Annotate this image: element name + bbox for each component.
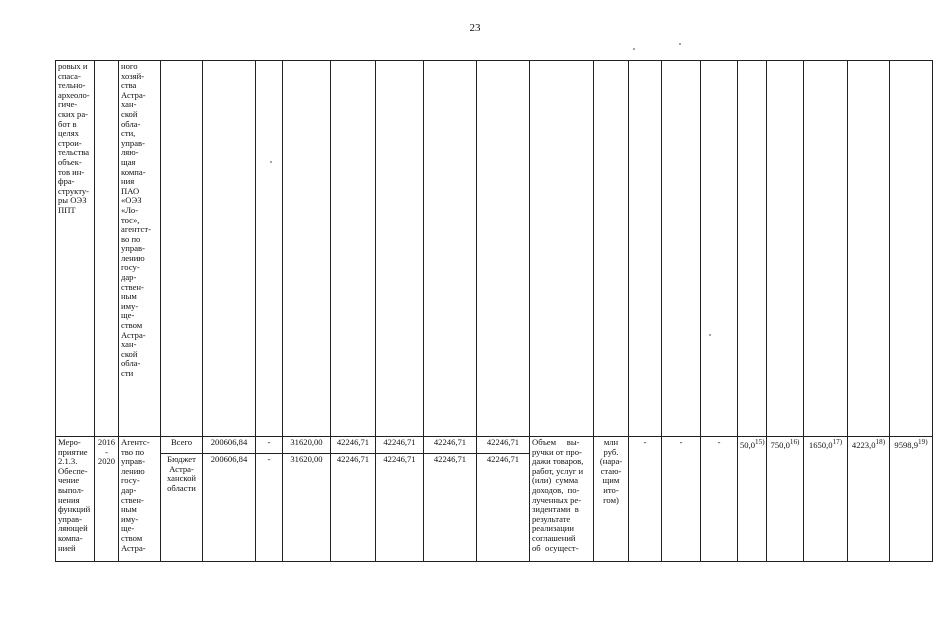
budget-total: 200606,84 (203, 454, 256, 562)
executor: Агентс- тво по управ- лению госу- дар- ствен- ным иму- ще- ством Астра- (119, 437, 161, 562)
funding-source-total: Всего (161, 437, 203, 454)
scan-speck (709, 334, 711, 336)
footnote-ref: 18) (875, 438, 886, 446)
value-2018: 42246,71 (331, 437, 376, 454)
data-table (55, 60, 933, 562)
indicator-unit: млн руб. (нара- стаю- щим ито- гом) (594, 437, 629, 562)
period-cell (95, 61, 119, 437)
budget-2016: - (256, 454, 283, 562)
indicator-dash: - (662, 437, 701, 562)
measure-name-continued: ровых и спаса- тельно- археоло- гиче- ских ра- бот в целях строи- тельства объек- тов ин- фра- структу- ры ОЭЗ ППТ (56, 61, 95, 437)
value-2020: 42246,71 (424, 437, 477, 454)
table-row (56, 437, 933, 454)
page-number: 23 (469, 22, 481, 34)
measure-name: Меро- приятие 2.1.3. Обеспе- чение выпол- нения функций управ- ляющей компа- нией (56, 437, 95, 562)
target-2019: 4223,0$^{18)}$ (848, 437, 890, 562)
budget-2019: 42246,71 (376, 454, 424, 562)
footnote-ref: 17) (832, 438, 843, 446)
budget-2020: 42246,71 (424, 454, 477, 562)
value-2021: 42246,71 (477, 437, 530, 454)
value-2019: 42246,71 (376, 437, 424, 454)
footnote-ref: 15) (755, 438, 765, 446)
value-total: 200606,84 (203, 437, 256, 454)
table-row (56, 61, 933, 437)
footnote-ref: 16) (789, 438, 800, 446)
value-2017: 31620,00 (283, 437, 331, 454)
value-2016: - (256, 437, 283, 454)
indicator-dash: - (701, 437, 738, 562)
target-2018: 1650,0$^{17)}$ (804, 437, 848, 562)
indicator-dash: - (629, 437, 662, 562)
executor-continued: ного хозяй- ства Астра- хан- ской обла- сти, управ- ляю- щая компа- ния ПАО «ОЭЗ «Ло- тос», агентст- во по управ- лению госу- дар- ствен- ным иму- ще- ством Астра- хан- ской обла- сти (119, 61, 161, 437)
scan-speck (679, 43, 681, 45)
target-2017: 750,0$^{16)}$ (767, 437, 804, 562)
target-2016: 50,0$^{15)}$ (738, 437, 767, 562)
budget-2021: 42246,71 (477, 454, 530, 562)
period: 2016 - 2020 (95, 437, 119, 562)
scan-speck (270, 161, 272, 163)
footnote-ref: 19) (918, 438, 928, 446)
funding-source-budget: Бюджет Астра- ханской области (161, 454, 203, 562)
budget-2018: 42246,71 (331, 454, 376, 562)
target-2020: 9598,9$^{19)}$ (890, 437, 933, 562)
budget-2017: 31620,00 (283, 454, 331, 562)
scan-speck (633, 48, 635, 50)
indicator-name: Объем вы- ручки от про- дажи товаров, работ, услуг и (или) сумма доходов, по- лученных ре- зидентами в результате реализации соглашений об осущест- (530, 437, 594, 562)
